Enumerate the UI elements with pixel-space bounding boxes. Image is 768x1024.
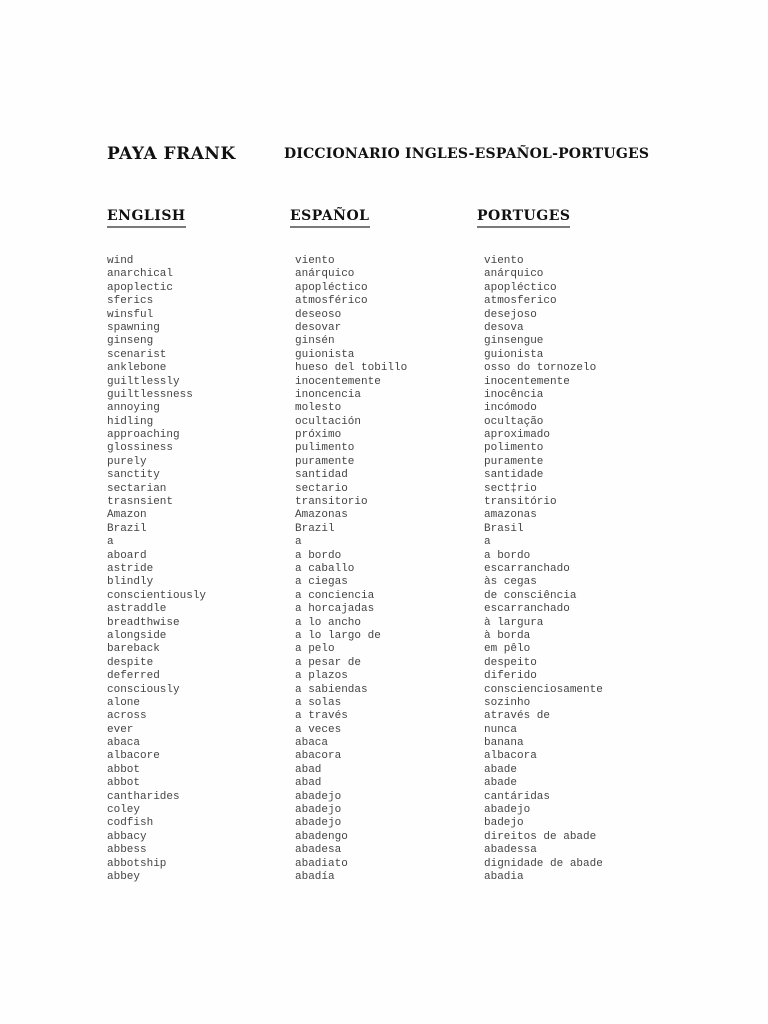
spanish-term: abad [295,777,322,790]
spanish-term: pulimento [295,442,355,455]
spanish-term: Brazil [295,522,335,535]
spanish-term: a caballo [295,562,355,575]
spanish-term: a plazos [295,670,348,683]
spanish-term: a sabiendas [295,683,368,696]
english-term: abbotship [107,857,167,870]
english-term: deferred [107,670,160,683]
portuguese-term: à borda [484,629,531,642]
dictionary-entry [0,643,768,656]
english-term: across [107,710,147,723]
spanish-term: abadiato [295,857,348,870]
portuguese-term: puramente [484,455,544,468]
portuguese-term: à largura [484,616,544,629]
english-term: anklebone [107,362,167,375]
dictionary-entry [0,630,768,643]
spanish-term: a través [295,710,348,723]
spanish-term: abad [295,763,322,776]
english-term: approaching [107,429,180,442]
spanish-term: Amazonas [295,509,348,522]
dictionary-entry [0,349,768,362]
dictionary-entry [0,670,768,683]
dictionary-entry [0,590,768,603]
portuguese-term: desejoso [484,308,537,321]
english-term: coley [107,804,141,817]
portuguese-term: a [484,536,491,549]
dictionary-entry [0,603,768,616]
spanish-term: a lo largo de [295,629,381,642]
english-term: abbacy [107,830,147,843]
dictionary-entry [0,550,768,563]
english-term: guiltlessness [107,388,193,401]
portuguese-term: desova [484,321,524,334]
spanish-term: hueso del tobillo [295,362,408,375]
dictionary-entry [0,724,768,737]
spanish-term: próximo [295,429,342,442]
column-header-spanish: ESPAÑOL [290,208,370,228]
dictionary-entry [0,871,768,884]
portuguese-term: abade [484,777,518,790]
dictionary-entry [0,750,768,763]
portuguese-term: badejo [484,817,524,830]
english-term: codfish [107,817,154,830]
column-header-portuguese: PORTUGES [477,208,570,228]
english-term: annoying [107,402,160,415]
portuguese-term: incómodo [484,402,537,415]
spanish-term: abadejo [295,804,342,817]
spanish-term: guionista [295,348,355,361]
dictionary-entry [0,402,768,415]
spanish-term: a veces [295,723,342,736]
dictionary-entry [0,523,768,536]
portuguese-term: banana [484,737,524,750]
portuguese-term: de consciência [484,589,577,602]
english-term: breadthwise [107,616,180,629]
dictionary-entry [0,617,768,630]
spanish-term: desovar [295,321,342,334]
spanish-term: abaca [295,737,329,750]
english-term: abbess [107,844,147,857]
english-term: conscientiously [107,589,207,602]
english-term: scenarist [107,348,167,361]
portuguese-term: abadejo [484,804,531,817]
dictionary-entry [0,483,768,496]
english-term: a [107,536,114,549]
english-term: despite [107,656,154,669]
dictionary-entry [0,416,768,429]
portuguese-term: inocência [484,388,544,401]
dictionary-entries [0,255,768,884]
dictionary-entry [0,710,768,723]
dictionary-entry [0,536,768,549]
english-term: aboard [107,549,147,562]
dictionary-entry [0,282,768,295]
dictionary-entry [0,858,768,871]
portuguese-term: atmosferico [484,295,557,308]
spanish-term: apopléctico [295,281,368,294]
dictionary-entry [0,817,768,830]
dictionary-entry [0,496,768,509]
portuguese-term: Brasil [484,522,524,535]
spanish-term: abadejo [295,817,342,830]
english-term: astride [107,562,154,575]
english-term: blindly [107,576,154,589]
english-term: abbot [107,777,141,790]
portuguese-term: escarranchado [484,562,570,575]
spanish-term: abadengo [295,830,348,843]
english-term: spawning [107,321,160,334]
english-term: bareback [107,643,160,656]
portuguese-term: sect‡rio [484,482,537,495]
spanish-term: ocultación [295,415,362,428]
spanish-term: inoncencia [295,388,362,401]
spanish-term: a lo ancho [295,616,362,629]
spanish-term: a bordo [295,549,342,562]
dictionary-entry [0,309,768,322]
spanish-term: abadesa [295,844,342,857]
spanish-term: abadía [295,870,335,883]
english-term: guiltlessly [107,375,180,388]
spanish-term: abacora [295,750,342,763]
english-term: abbey [107,870,141,883]
spanish-term: anárquico [295,268,355,281]
spanish-term: a pelo [295,643,335,656]
portuguese-term: santidade [484,469,544,482]
dictionary-entry [0,576,768,589]
dictionary-entry [0,469,768,482]
portuguese-term: nunca [484,723,518,736]
dictionary-entry [0,737,768,750]
english-term: astraddle [107,603,167,616]
dictionary-entry [0,322,768,335]
english-term: consciously [107,683,180,696]
dictionary-entry [0,295,768,308]
spanish-term: molesto [295,402,342,415]
english-term: sanctity [107,469,160,482]
dictionary-entry [0,563,768,576]
portuguese-term: ocultação [484,415,544,428]
spanish-term: a pesar de [295,656,362,669]
dictionary-entry [0,657,768,670]
english-term: sferics [107,295,154,308]
dictionary-entry [0,791,768,804]
spanish-term: a ciegas [295,576,348,589]
dictionary-entry [0,429,768,442]
spanish-term: deseoso [295,308,342,321]
english-term: wind [107,255,134,267]
dictionary-entry [0,389,768,402]
english-term: albacore [107,750,160,763]
spanish-term: inocentemente [295,375,381,388]
english-term: winsful [107,308,154,321]
portuguese-term: direitos de abade [484,830,597,843]
portuguese-term: às cegas [484,576,537,589]
spanish-term: sectario [295,482,348,495]
portuguese-term: através de [484,710,551,723]
dictionary-entry [0,509,768,522]
english-term: anarchical [107,268,174,281]
portuguese-term: anárquico [484,268,544,281]
dictionary-entry [0,804,768,817]
author-name: PAYA FRANK [107,144,236,164]
english-term: sectarian [107,482,167,495]
dictionary-entry [0,442,768,455]
spanish-term: ginsén [295,335,335,348]
english-term: hidling [107,415,154,428]
spanish-term: transitorio [295,496,368,509]
portuguese-term: albacora [484,750,537,763]
portuguese-term: em pêlo [484,643,531,656]
dictionary-entry [0,844,768,857]
column-header-english: ENGLISH [107,208,186,228]
portuguese-term: sozinho [484,696,531,709]
spanish-term: a solas [295,696,342,709]
spanish-term: puramente [295,455,355,468]
portuguese-term: escarranchado [484,603,570,616]
spanish-term: a [295,536,302,549]
portuguese-term: conscienciosamente [484,683,603,696]
portuguese-term: a bordo [484,549,531,562]
spanish-term: a conciencia [295,589,375,602]
portuguese-term: aproximado [484,429,551,442]
english-term: alone [107,696,141,709]
portuguese-term: inocentemente [484,375,570,388]
english-term: glossiness [107,442,174,455]
spanish-term: a horcajadas [295,603,375,616]
spanish-term: santidad [295,469,348,482]
dictionary-entry [0,376,768,389]
english-term: trasnsient [107,496,174,509]
dictionary-entry [0,777,768,790]
english-term: purely [107,455,147,468]
portuguese-term: abadessa [484,844,537,857]
portuguese-term: apopléctico [484,281,557,294]
english-term: Amazon [107,509,147,522]
portuguese-term: transitório [484,496,557,509]
english-term: abbot [107,763,141,776]
portuguese-term: osso do tornozelo [484,362,597,375]
dictionary-entry [0,697,768,710]
dictionary-entry [0,764,768,777]
english-term: alongside [107,629,167,642]
portuguese-term: abade [484,763,518,776]
english-term: cantharides [107,790,180,803]
english-term: abaca [107,737,141,750]
english-term: ever [107,723,134,736]
dictionary-entry [0,335,768,348]
portuguese-term: dignidade de abade [484,857,603,870]
portuguese-term: cantáridas [484,790,551,803]
spanish-term: abadejo [295,790,342,803]
spanish-term: viento [295,255,335,267]
portuguese-term: viento [484,255,524,267]
document-title: DICCIONARIO INGLES-ESPAÑOL-PORTUGES [284,146,650,162]
english-term: apoplectic [107,281,174,294]
english-term: ginseng [107,335,154,348]
english-term: Brazil [107,522,147,535]
spanish-term: atmosférico [295,295,368,308]
dictionary-entry [0,268,768,281]
dictionary-entry [0,831,768,844]
portuguese-term: ginsengue [484,335,544,348]
portuguese-term: diferido [484,670,537,683]
dictionary-entry [0,684,768,697]
dictionary-entry [0,456,768,469]
portuguese-term: abadia [484,870,524,883]
portuguese-term: polimento [484,442,544,455]
portuguese-term: guionista [484,348,544,361]
portuguese-term: despeito [484,656,537,669]
portuguese-term: amazonas [484,509,537,522]
dictionary-entry [0,362,768,375]
dictionary-entry [0,255,768,268]
